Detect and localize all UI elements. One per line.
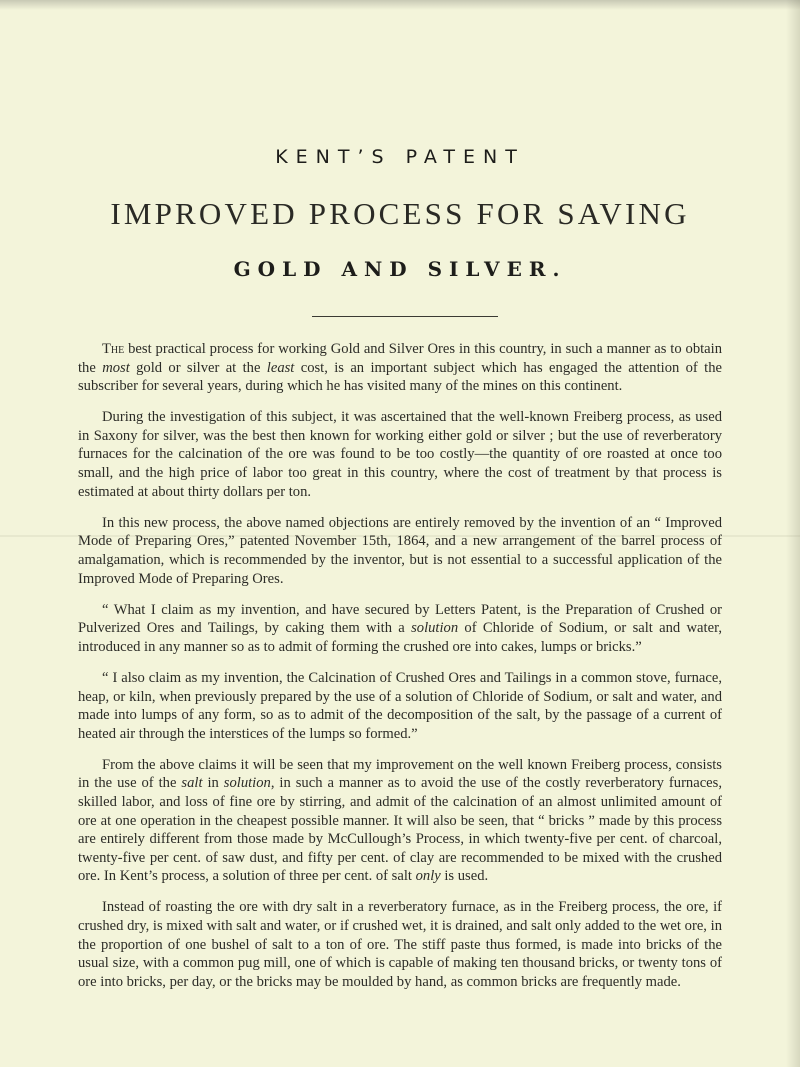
text-run: of Chloride of Sodium, or salt and water, introduced in any manner so as to admit of forming the crushed ore into cakes, lumps or bricks.” bbox=[78, 620, 722, 655]
paragraph-6 bbox=[78, 756, 722, 886]
title-kents-patent: KENT’S PATENT bbox=[275, 146, 525, 168]
text-run: Instead of roasting the ore with dry salt in a reverberatory furnace, as in the Freiberg process, the ore, if crushed dry, is mixed with salt and water, or if crushed wet, it is drained, and salt only added to the wet ore, in the proportion of one bushel of salt to a ton of ore. The stiff paste thus formed, is made into bricks of the usual size, with a common pug mill, one of which is capable of making ten thousand bricks, or twenty tons of ore into bricks, per day, or the bricks may be moulded by hand, as common bricks are frequently made. bbox=[78, 899, 722, 990]
text-run-italic: most bbox=[102, 359, 130, 376]
title-improved-process: IMPROVED PROCESS FOR SAVING bbox=[110, 196, 690, 231]
text-run: During the investigation of this subject, it was ascertained that the well-known Freiberg process, as used in Saxony for silver, was the best then known for working either gold or silver ; but the use of reverberatory furnaces for the calcination of the ore was found to be too costly—the quantity of ore roasted at once too small, and the high price of labor too great in this country, where the cost of treatment by that process is estimated at about thirty dollars per ton. bbox=[78, 409, 722, 500]
title-divider-rule bbox=[312, 316, 498, 317]
text-run: The bbox=[102, 341, 125, 357]
text-run-italic: solution bbox=[223, 775, 271, 792]
text-run-italic: solution bbox=[411, 620, 459, 637]
paragraph-2 bbox=[78, 408, 722, 501]
text-run: is used. bbox=[440, 868, 489, 885]
text-run: “ I also claim as my invention, the Calcination of Crushed Ores and Tailings in a common stove, furnace, heap, or kiln, when previously prepared by the use of a solution of Chloride of Sodium, or salt and water, and made into lumps of any form, so as to admit of the decomposition of the salt, by the passage of a current of heated air through the interstices of the lumps so formed.” bbox=[78, 669, 722, 742]
scan-top-shadow bbox=[0, 0, 800, 10]
paragraph-7 bbox=[78, 898, 722, 991]
paragraph-3 bbox=[78, 514, 722, 588]
text-run-italic: least bbox=[266, 359, 295, 376]
title-gold-and-silver: GOLD AND SILVER. bbox=[233, 257, 567, 281]
body-text bbox=[78, 340, 722, 1004]
paragraph-5 bbox=[78, 669, 722, 743]
text-run: gold or silver at the bbox=[129, 359, 267, 376]
text-run: “ What I claim as my invention, and have secured by Letters Patent, is the Preparation of Crushed or Pulverized Ores and Tailings, by caking them with a bbox=[78, 601, 722, 637]
text-run: in bbox=[202, 775, 224, 792]
text-run: , in such a manner as to avoid the use of the costly reverberatory furnaces, skilled labor, and loss of fine ore by stirring, and admit of the calcination of an almost unlimited amount of ore at one operation in the cheapest possible manner. It will also be seen, that “ bricks ” made by this process are entirely different from those made by McCullough’s Process, in which twenty-five per cent. of charcoal, twenty-five per cent. of saw dust, and fifty per cent. of clay are recommended to be mixed with the crushed ore. In Kent’s process, a solution of three per cent. of salt bbox=[78, 775, 722, 885]
text-run: cost, is an important subject which has engaged the attention of the subscriber for several years, during which he has visited many of the mines on this continent. bbox=[78, 359, 722, 395]
text-run-italic: salt bbox=[181, 775, 203, 792]
paragraph-1 bbox=[78, 340, 722, 396]
text-run-italic: only bbox=[415, 868, 441, 885]
text-run: best practical process for working Gold and Silver Ores in this country, in such a manner as to obtain the bbox=[78, 341, 722, 376]
text-run: From the above claims it will be seen that my improvement on the well known Freiberg process, consists in the use of the bbox=[78, 756, 722, 792]
paragraph-4 bbox=[78, 601, 722, 657]
text-run: In this new process, the above named objections are entirely removed by the invention of an “ Improved Mode of Preparing Ores,” patented November 15th, 1864, and a new arrangement of the barrel process of amalgamation, which is recommended by the inventor, but is not essential to a successful application of the Improved Mode of Preparing Ores. bbox=[78, 514, 722, 587]
